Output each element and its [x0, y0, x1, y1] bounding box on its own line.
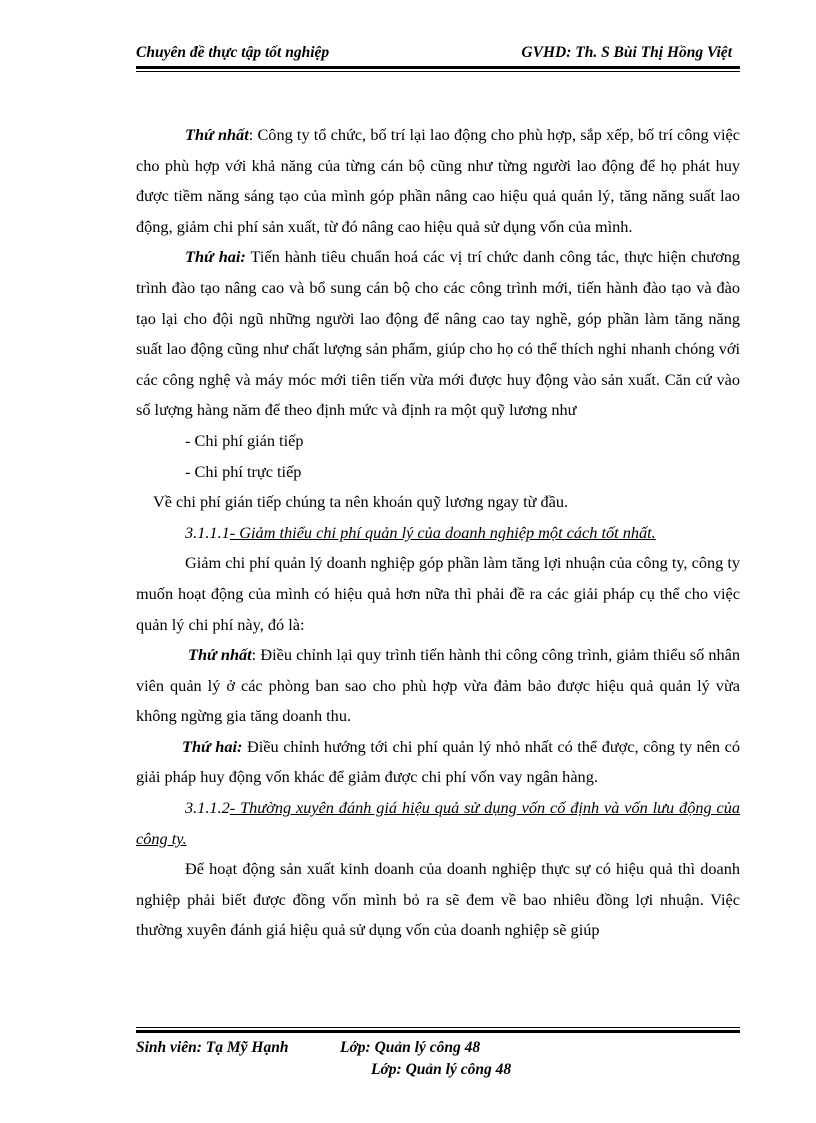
paragraph-6 [136, 732, 740, 793]
list-item: - Chi phí trực tiếp [185, 461, 302, 481]
footer-class: Lớp: Quản lý công 48 [340, 1039, 481, 1056]
paragraph-text: Điều chỉnh hướng tới chi phí quản lý nhỏ nhất có thể được, công ty nên có giải pháp huy động vốn khác để giảm được chi phí vốn vay ngân hàng. [136, 736, 740, 787]
paragraph-label: Thứ nhất [188, 645, 252, 665]
paragraph-label: Thứ nhất [185, 125, 249, 144]
paragraph-text: : Công ty tổ chức, bố trí lại lao động cho phù hợp, sắp xếp, bố trí công việc cho phù hợp với khả năng của từng cán bộ cũng như từng người lao động để họ phát huy được tiềm năng sáng tạo của mình góp phần nâng cao hiệu quả quản lý, tăng năng suất lao động, giảm chi phí sản xuất, từ đó nâng cao hiệu quả sử dụng vốn của mình. [136, 125, 740, 236]
paragraph-label: Thứ hai: [182, 736, 243, 756]
section-title: - Thường xuyên đánh giá hiệu quả sử dụng vốn cố định và vốn lưu động của công ty. [136, 798, 740, 848]
document-body [136, 120, 740, 946]
header-rule-thick [136, 66, 740, 69]
section-title: - Giảm thiểu chi phí quản lý của doanh nghiệp một cách tốt nhất. [229, 522, 656, 542]
header-advisor: GVHD: Th. S Bùi Thị Hồng Việt [521, 44, 732, 61]
paragraph-2 [136, 242, 740, 426]
paragraph-7: Để hoạt động sản xuất kinh doanh của doanh nghiệp thực sự có hiệu quả thì doanh nghiệp phải biết được đồng vốn mình bỏ ra sẽ đem về bao nhiêu đồng lợi nhuận. Việc thường xuyên đánh giá hiệu quả sử dụng vốn của doanh nghiệp sẽ giúp [136, 859, 740, 940]
footer-rule-thick [136, 1030, 740, 1033]
paragraph-5 [136, 640, 740, 732]
footer-student: Sinh viên: Tạ Mỹ Hạnh [136, 1039, 289, 1056]
section-heading-1 [136, 518, 740, 549]
paragraph-label: Thứ hai: [185, 247, 246, 267]
paragraph-text: Tiến hành tiêu chuẩn hoá các vị trí chức danh công tác, thực hiện chương trình đào tạo nâng cao và bổ sung cán bộ cho các công trình mới, tiến hành đào tạo và đào tạo lại cho đội ngũ những người lao động để nâng cao tay nghề, góp phần làm tăng năng suất lao động cũng như chất lượng sản phẩm, giúp cho họ có thể thích nghi nhanh chóng với các công nghệ và máy móc mới tiên tiến vừa mới được huy động vào sản xuất. Căn cứ vào số lượng hàng năm để theo định mức và định ra một quỹ lương như [136, 247, 740, 420]
paragraph-3: Về chi phí gián tiếp chúng ta nên khoán quỹ lương ngay từ đầu. [153, 492, 569, 512]
header-rule-thin [136, 71, 740, 72]
section-number: 3.1.1.2 [185, 798, 230, 818]
section-heading-2 [136, 793, 740, 854]
paragraph-text: : Điều chỉnh lại quy trình tiến hành thi công công trình, giảm thiểu số nhân viên quản lý ở các phòng ban sao cho phù hợp vừa đảm bảo được hiệu quả quản lý vừa không ngừng gia tăng doanh thu. [136, 645, 740, 726]
header-title: Chuyên đề thực tập tốt nghiệp [136, 44, 330, 61]
paragraph-1 [136, 120, 740, 242]
list-item: - Chi phí gián tiếp [185, 430, 304, 450]
section-number: 3.1.1.1 [185, 522, 230, 542]
footer-rule-thin [136, 1027, 740, 1028]
footer-class-repeat: Lớp: Quản lý công 48 [371, 1061, 512, 1078]
page-header [136, 44, 740, 66]
paragraph-4: Giảm chi phí quản lý doanh nghiệp góp phần làm tăng lợi nhuận của công ty, công ty muốn hoạt động của mình có hiệu quả hơn nữa thì phải đề ra các giải pháp cụ thể cho việc quản lý chi phí này, đó là: [136, 553, 740, 634]
